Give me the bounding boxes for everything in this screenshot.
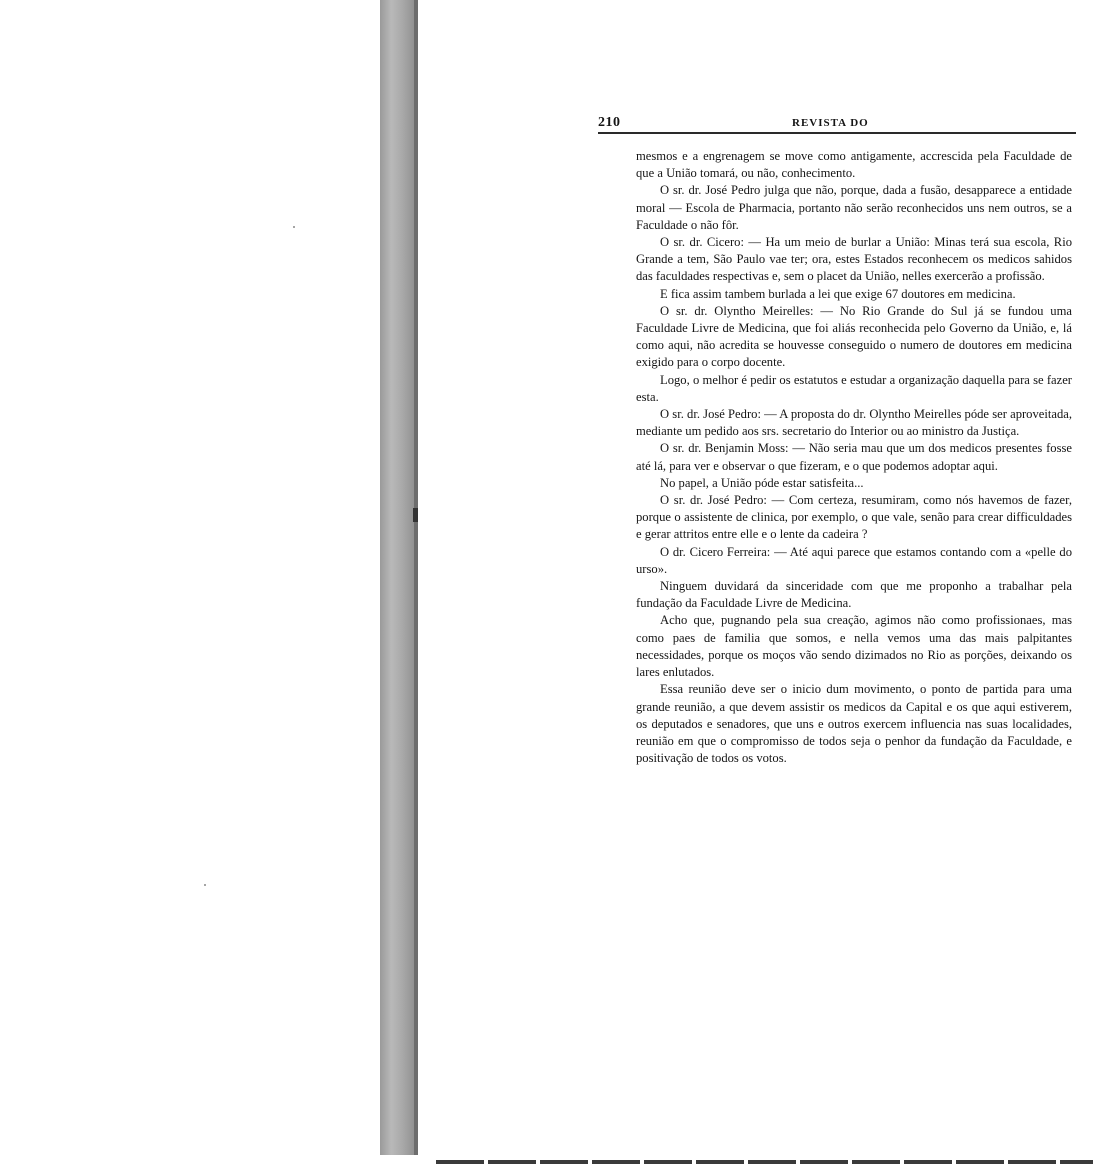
spine-edge: [414, 0, 418, 1155]
book-spine-shadow: [380, 0, 418, 1155]
paragraph: O sr. dr. Olyntho Meirelles: — No Rio Grande do Sul já se fundou uma Faculdade Livre de Medicina, que foi aliás reconhecida pelo Governo da União, e, lá como aqui, não acredita se houvesse conseguido o numero de doutores em medicina exigido para o corpo docente.: [636, 303, 1072, 370]
paragraph: mesmos e a engrenagem se move como antigamente, accrescida pela Faculdade de que a União tomará, ou não, conhecimento.: [636, 149, 1072, 181]
paragraph: Essa reunião deve ser o inicio dum movimento, o ponto de partida para uma grande reunião, a que devem assistir os medicos da Capital e os que aqui estiverem, os deputados e senadores, que uns e outros exercem influencia nas suas localidades, reunião em que o compromisso de todos seja o penhor da fundação da Faculdade, e positivação de todos os votos.: [636, 682, 1072, 766]
paragraph: Ninguem duvidará da sinceridade com que me proponho a trabalhar pela fundação da Faculdade Livre de Medicina.: [636, 579, 1072, 611]
paragraph: Logo, o melhor é pedir os estatutos e estudar a organização daquella para se fazer esta.: [636, 372, 1072, 404]
paragraph: O sr. dr. Benjamin Moss: — Não seria mau que um dos medicos presentes fosse até lá, para ver e observar o que fizeram, e o que podemos adoptar aqui.: [636, 441, 1072, 473]
paragraph: O sr. dr. José Pedro: — Com certeza, resumiram, como nós havemos de fazer, porque o assistente de clinica, por exemplo, o que vale, senão para crear difficuldades e gerar attritos entre elle e o lente da cadeira ?: [636, 493, 1072, 542]
paragraph: No papel, a União póde estar satisfeita...: [660, 475, 864, 490]
paragraph: O sr. dr. Cicero: — Ha um meio de burlar a União: Minas terá sua escola, Rio Grande a tem, São Paulo vae ter; ora, estes Estados reconhecem os medicos sahidos das faculdades respectivas e, sem o placet da União, nelles exercerão a profissão.: [636, 235, 1072, 284]
page-body: [636, 148, 1072, 767]
scan-speck: [204, 884, 206, 886]
page-bottom-edge: [436, 1160, 1093, 1164]
header-rule: [598, 132, 1076, 134]
scan-speck: [293, 226, 295, 228]
paragraph: O sr. dr. José Pedro: — A proposta do dr. Olyntho Meirelles póde ser aproveitada, mediante um pedido aos srs. secretario do Interior ou ao ministro da Justiça.: [636, 407, 1072, 439]
running-head: REVISTA DO: [792, 117, 869, 129]
paragraph: O sr. dr. José Pedro julga que não, porque, dada a fusão, desapparece a entidade moral — Escola de Pharmacia, portanto não serão reconhecidos uns nem outros, se a Faculdade o não fôr.: [636, 183, 1072, 232]
paragraph: Acho que, pugnando pela sua creação, agimos não como profissionaes, mas como paes de familia que somos, e nella vemos uma das mais palpitantes necessidades, porque os moços vão sendo dizimados no Rio as porções, deixando os lares enlutados.: [636, 613, 1072, 680]
paragraph: O dr. Cicero Ferreira: — Até aqui parece que estamos contando com a «pelle do urso».: [636, 544, 1072, 576]
binding-mark: [413, 508, 418, 522]
paragraph: E fica assim tambem burlada a lei que exige 67 doutores em medicina.: [660, 286, 1016, 301]
page-header: [598, 115, 1076, 137]
page-number: 210: [598, 115, 621, 130]
